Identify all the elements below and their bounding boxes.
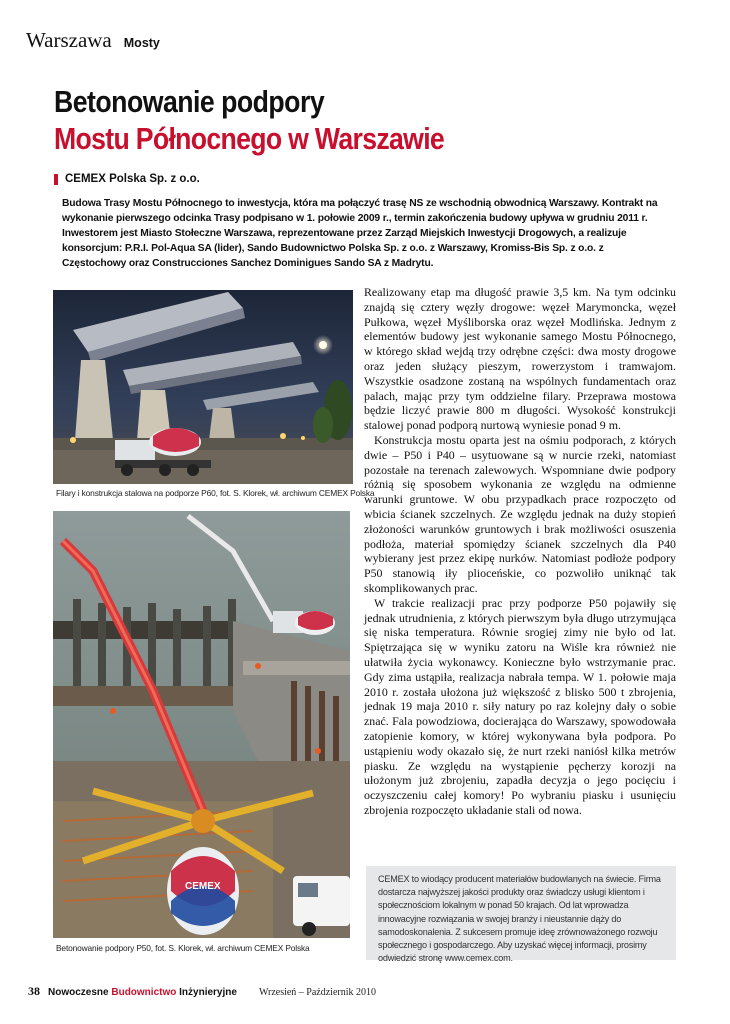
author-name: CEMEX Polska Sp. z o.o. (65, 173, 200, 185)
photo-2-illustration (53, 511, 350, 938)
cemex-info-box: CEMEX to wiodący producent materiałów budowlanych na świecie. Firma dostarcza najwyższej jakości produkty oraz świadczy usługi klientom i społecznościom lokalnym w ponad 50 krajach. Od lat wprowadza innowacyjne rozwiązania w swojej branży i nieustannie dąży do samodoskonalenia. Z sukcesem promuje ideę zrównoważonego rozwoju społecznego i gospodarczego. Aby uzyskać więcej informacji, prosimy odwiedzić stronę www.cemex.com. (366, 866, 676, 960)
article-body (364, 285, 676, 818)
publication-name-part-3: Inżynieryjne (179, 987, 237, 998)
photo-1-caption: Filary i konstrukcja stalowa na podporze P60, fot. S. Klorek, wł. archiwum CEMEX Polska (56, 488, 375, 498)
mixer-brand-text: CEMEX (185, 881, 221, 892)
title-line-2: Mostu Północnego w Warszawie (54, 121, 445, 156)
body-paragraph-1: Realizowany etap ma długość prawie 3,5 km. Na tym odcinku znajdą się cztery węzły drogowe: węzeł Marymoncka, węzeł Pułkowa, węzeł Myśliborska oraz węzeł Modlińska. Jednym z elementów budowy jest wykonanie samego Mostu Północnego, w którego skład wejdą trzy odrębne części: dwa mosty drogowe oraz jeden służący pieszym, rowerzystom i tramwajom. Wszystkie osadzone zostaną na wspólnych fundamentach oraz palach, mając przy tym oddzielne filary. Przeprawa mostowa będzie liczyć prawie 800 m długości. Wysokość konstrukcji stalowej ponad podporą nurtową wyniesie ponad 9 m. (364, 285, 676, 433)
section-label: Warszawa (26, 28, 112, 52)
issue-date: Wrzesień – Październik 2010 (258, 987, 377, 998)
body-paragraph-3: W trakcie realizacji prac przy podporze P50 pojawiły się jednak utrudnienia, z których pierwszym była długo utrzymująca się niska temperatura. Równie srogiej zimy nie było od lat. Spiętrzająca się w wyniku zatoru na Wiśle kra również nie ułatwiła życia wykonawcy. Konieczne było wstrzymanie prac. Gdy zima ustąpiła, realizacja nabrała tempa. W 1. połowie maja 2010 r. została ułożona już większość z blisko 500 t zbrojenia, jednak 19 maja 2010 r. siły natury po raz kolejny dały o sobie znać. Fala powodziowa, docierająca do Warszawy, spowodowała zatopienie komory, w której wykonywana była podpora. Po ustąpieniu wody okazało się, że nurt rzeki naniósł kilka metrów piasku. Ze względu na wystąpienie pęcherzy korozji na ułożonym już zbrojeniu, zapadła decyzja o jego pocięciu i oczyszczeniu całej komory! Po wybraniu piasku i usunięciu zbrojenia rozpoczęto układanie stali od nowa. (364, 595, 676, 817)
lead-paragraph: Budowa Trasy Mostu Północnego to inwestycja, która ma połączyć trasę NS ze wschodnią obwodnicą Warszawy. Kontrakt na wykonanie pierwszego odcinka Trasy podpisano w 1. połowie 2009 r., termin zakończenia budowy upływa w grudniu 2011 r. Inwestorem jest Miasto Stołeczne Warszawa, reprezentowane przez Zarząd Miejskich Inwestycji Drogowych, a realizuje konsorcjum: P.R.I. Pol-Aqua SA (lider), Sando Budownictwo Polska Sp. z o.o. z Warszawy, Kromiss-Bis Sp. z o.o. z Częstochowy oraz Construcciones Sanchez Dominigues Sando SA z Madrytu. (62, 198, 658, 269)
photo-bridge-pillars-night (53, 290, 353, 484)
body-paragraph-2: Konstrukcja mostu oparta jest na ośmiu podporach, z których dwie – P50 i P40 – usytuowane są w nurcie rzeki, natomiast pozostałe na terenach zalewowych. Wspomniane dwie podpory różnią się sposobem wykonania ze względu na odmienne warunki gruntowe. W obu przypadkach prace rozpoczęto od wbicia ścianek szczelnych. Ze względu jednak na duży stopień złożoności warunków gruntowych i brak możliwości osuszenia podłoża, materiał spomiędzy ścianek szczelnych dla P40 wybierany jest przez ekipę nurków. Natomiast podłoże podpory P50 stanowią iły plioceńskie, co pozwoliło uniknąć tak skomplikowanych prac. (364, 432, 676, 595)
title-line-1: Betonowanie podpory (54, 84, 325, 119)
publication-name (48, 987, 237, 998)
photo-concreting-p50 (53, 511, 350, 938)
publication-name-part-1: Nowoczesne (48, 987, 109, 998)
author-marker-icon (54, 174, 58, 185)
page-number: 38 (28, 984, 40, 998)
page-footer (28, 984, 376, 999)
photo-2-caption: Betonowanie podpory P50, fot. S. Klorek, wł. archiwum CEMEX Polska (56, 943, 310, 953)
topic-label: Mosty (123, 36, 160, 50)
author-line (54, 173, 200, 185)
photo-1-illustration (53, 290, 353, 484)
article-title (54, 84, 694, 158)
page-header (26, 28, 160, 53)
publication-name-part-2: Budownictwo (111, 987, 177, 998)
